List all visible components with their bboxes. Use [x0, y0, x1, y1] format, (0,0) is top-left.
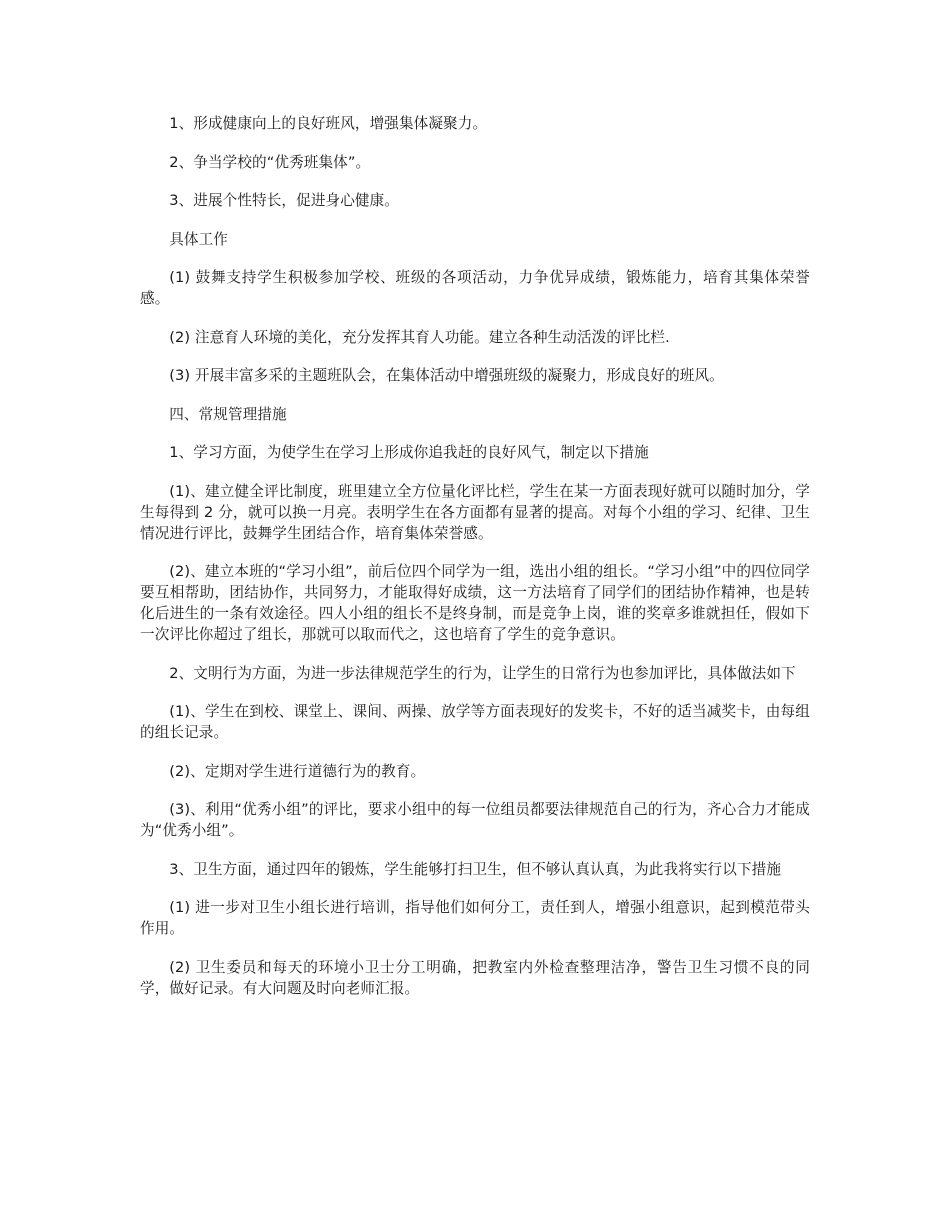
work-item-3-paragraph: (3) 开展丰富多采的主题班队会，在集体活动中增强班级的凝聚力，形成良好的班风。: [169, 367, 724, 384]
specific-work-heading: 具体工作: [169, 230, 228, 248]
behavior-measures-paragraph: 2、文明行为方面，为进一步法律规范学生的行为，让学生的日常行为也参加评比，具体做法如下: [169, 664, 796, 682]
study-measure-2-paragraph: (2)、建立本班的“学习小组”，前后位四个同学为一组，选出小组的组长。“学习小组”中的四位同学要互相帮助，团结协作，共同努力，才能取得好成绩，这一方法培育了同学们的团结协作精神，也是转化后进生的一条有效途径。四人小组的组长不是终身制，而是竞争上岗，谁的奖章多谁就担任，假如下一次评比你超过了组长，那就可以取而代之，这也培育了学生的竞争意识。: [140, 563, 810, 643]
study-measure-1-paragraph: (1)、建立健全评比制度，班里建立全方位量化评比栏，学生在某一方面表现好就可以随时加分，学生每得到 2 分，就可以换一月亮。表明学生在各方面都有显著的提高。对每个小组的学习、纪律、卫生情况进行评比，鼓舞学生团结合作，培育集体荣誉感。: [140, 482, 810, 542]
behavior-measure-1-paragraph: (1)、学生在到校、课堂上、课间、两操、放学等方面表现好的发奖卡，不好的适当减奖卡，由每组的组长记录。: [140, 703, 810, 741]
hygiene-measure-2-paragraph: (2) 卫生委员和每天的环境小卫士分工明确，把教室内外检查整理洁净，警告卫生习惯不良的同学，做好记录。有大问题及时向老师汇报。: [140, 958, 810, 997]
study-measures-paragraph: 1、学习方面，为使学生在学习上形成你追我赶的良好风气，制定以下措施: [169, 444, 649, 461]
behavior-measure-2-paragraph: (2)、定期对学生进行道德行为的教育。: [169, 762, 426, 780]
behavior-measure-3-paragraph: (3)、利用“优秀小组”的评比，要求小组中的每一位组员都要法律规范自己的行为，齐心合力才能成为“优秀小组”。: [140, 801, 810, 839]
section-4-heading: 四、常规管理措施: [169, 405, 287, 423]
goal-3-paragraph: 3、进展个性特长，促进身心健康。: [169, 192, 399, 209]
work-item-2-paragraph: (2) 注意育人环境的美化，充分发挥其育人功能。建立各种生动活泼的评比栏.: [169, 328, 670, 346]
hygiene-measure-1-paragraph: (1) 进一步对卫生小组长进行培训，指导他们如何分工，责任到人，增强小组意识，起到模范带头作用。: [140, 899, 810, 937]
goal-1-paragraph: 1、形成健康向上的良好班风，增强集体凝聚力。: [169, 115, 488, 132]
work-item-1-paragraph: (1) 鼓舞支持学生积极参加学校、班级的各项活动，力争优异成绩，锻炼能力，培育其集体荣誉感。: [140, 269, 810, 307]
goal-2-paragraph: 2、争当学校的“优秀班集体”。: [169, 153, 371, 171]
hygiene-measures-paragraph: 3、卫生方面，通过四年的锻炼，学生能够打扫卫生，但不够认真认真，为此我将实行以下措施: [169, 860, 782, 878]
